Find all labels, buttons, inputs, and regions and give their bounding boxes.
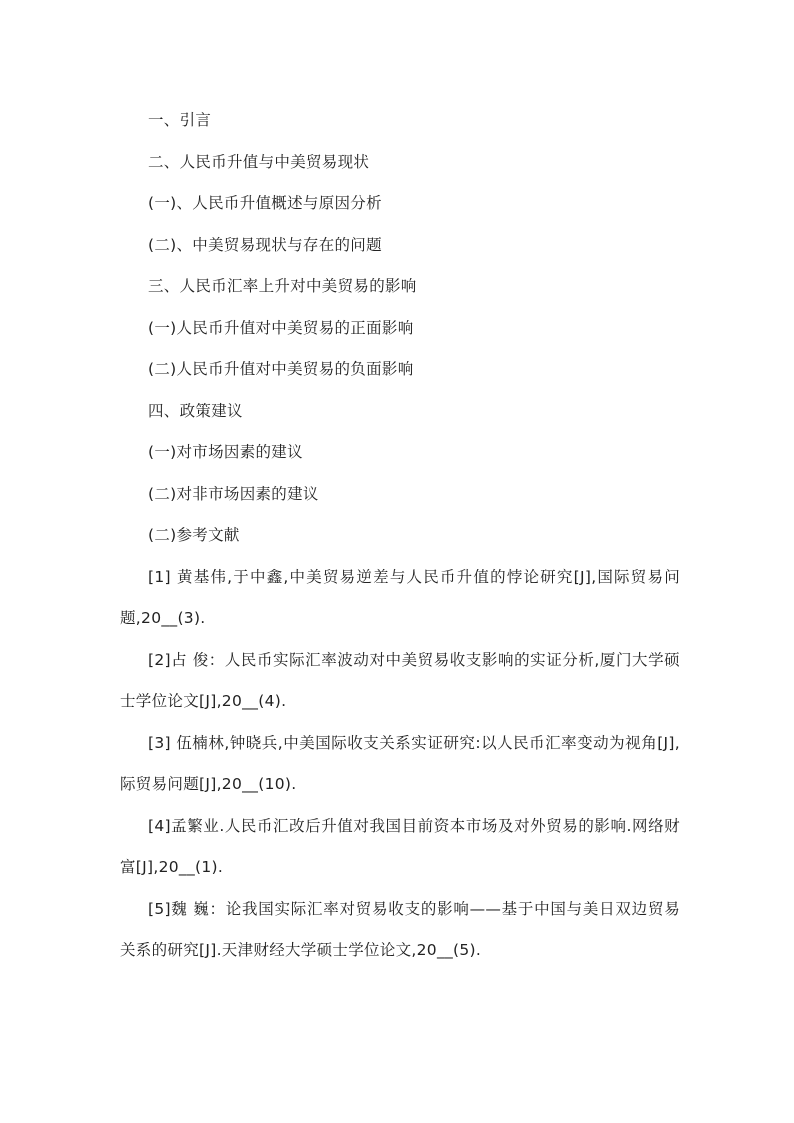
toc-subheading-4-2: (二)对非市场因素的建议 — [148, 484, 319, 503]
reference-item-5: [5]魏 巍：论我国实际汇率对贸易收支的影响——基于中国与美日双边贸易关系的研究[J].天津财经大学硕士学位论文,20__(5). — [120, 899, 680, 959]
toc-subheading-2-1: (一)、人民币升值概述与原因分析 — [148, 194, 382, 212]
table-of-contents — [120, 100, 680, 557]
reference-item-1: [1] 黄基伟,于中鑫,中美贸易逆差与人民币升值的悖论研究[J],国际贸易问题,20__(3). — [120, 567, 680, 627]
toc-heading-section-2: 二、人民币升值与中美贸易现状 — [148, 152, 370, 171]
toc-heading-introduction: 一、引言 — [148, 111, 212, 129]
toc-subheading-2-2: (二)、中美贸易现状与存在的问题 — [148, 235, 382, 254]
reference-item-4: [4]孟繁业.人民币汇改后升值对我国目前资本市场及对外贸易的影响.网络财富[J],20__(1). — [120, 816, 680, 876]
reference-item-2: [2]占 俊：人民币实际汇率波动对中美贸易收支影响的实证分析,厦门大学硕士学位论文[J],20__(4). — [120, 650, 680, 710]
toc-heading-section-4: 四、政策建议 — [148, 401, 243, 420]
toc-subheading-3-2: (二)人民币升值对中美贸易的负面影响 — [148, 360, 414, 378]
toc-heading-section-3: 三、人民币汇率上升对中美贸易的影响 — [148, 277, 417, 295]
document-body — [120, 100, 680, 972]
toc-heading-references: (二)参考文献 — [148, 526, 240, 544]
toc-subheading-4-1: (一)对市场因素的建议 — [148, 443, 303, 461]
toc-subheading-3-1: (一)人民币升值对中美贸易的正面影响 — [148, 318, 414, 337]
reference-item-3: [3] 伍楠林,钟晓兵,中美国际收支关系实证研究:以人民币汇率变动为视角[J],际贸易问题[J],20__(10). — [120, 733, 680, 793]
reference-list — [120, 557, 680, 972]
